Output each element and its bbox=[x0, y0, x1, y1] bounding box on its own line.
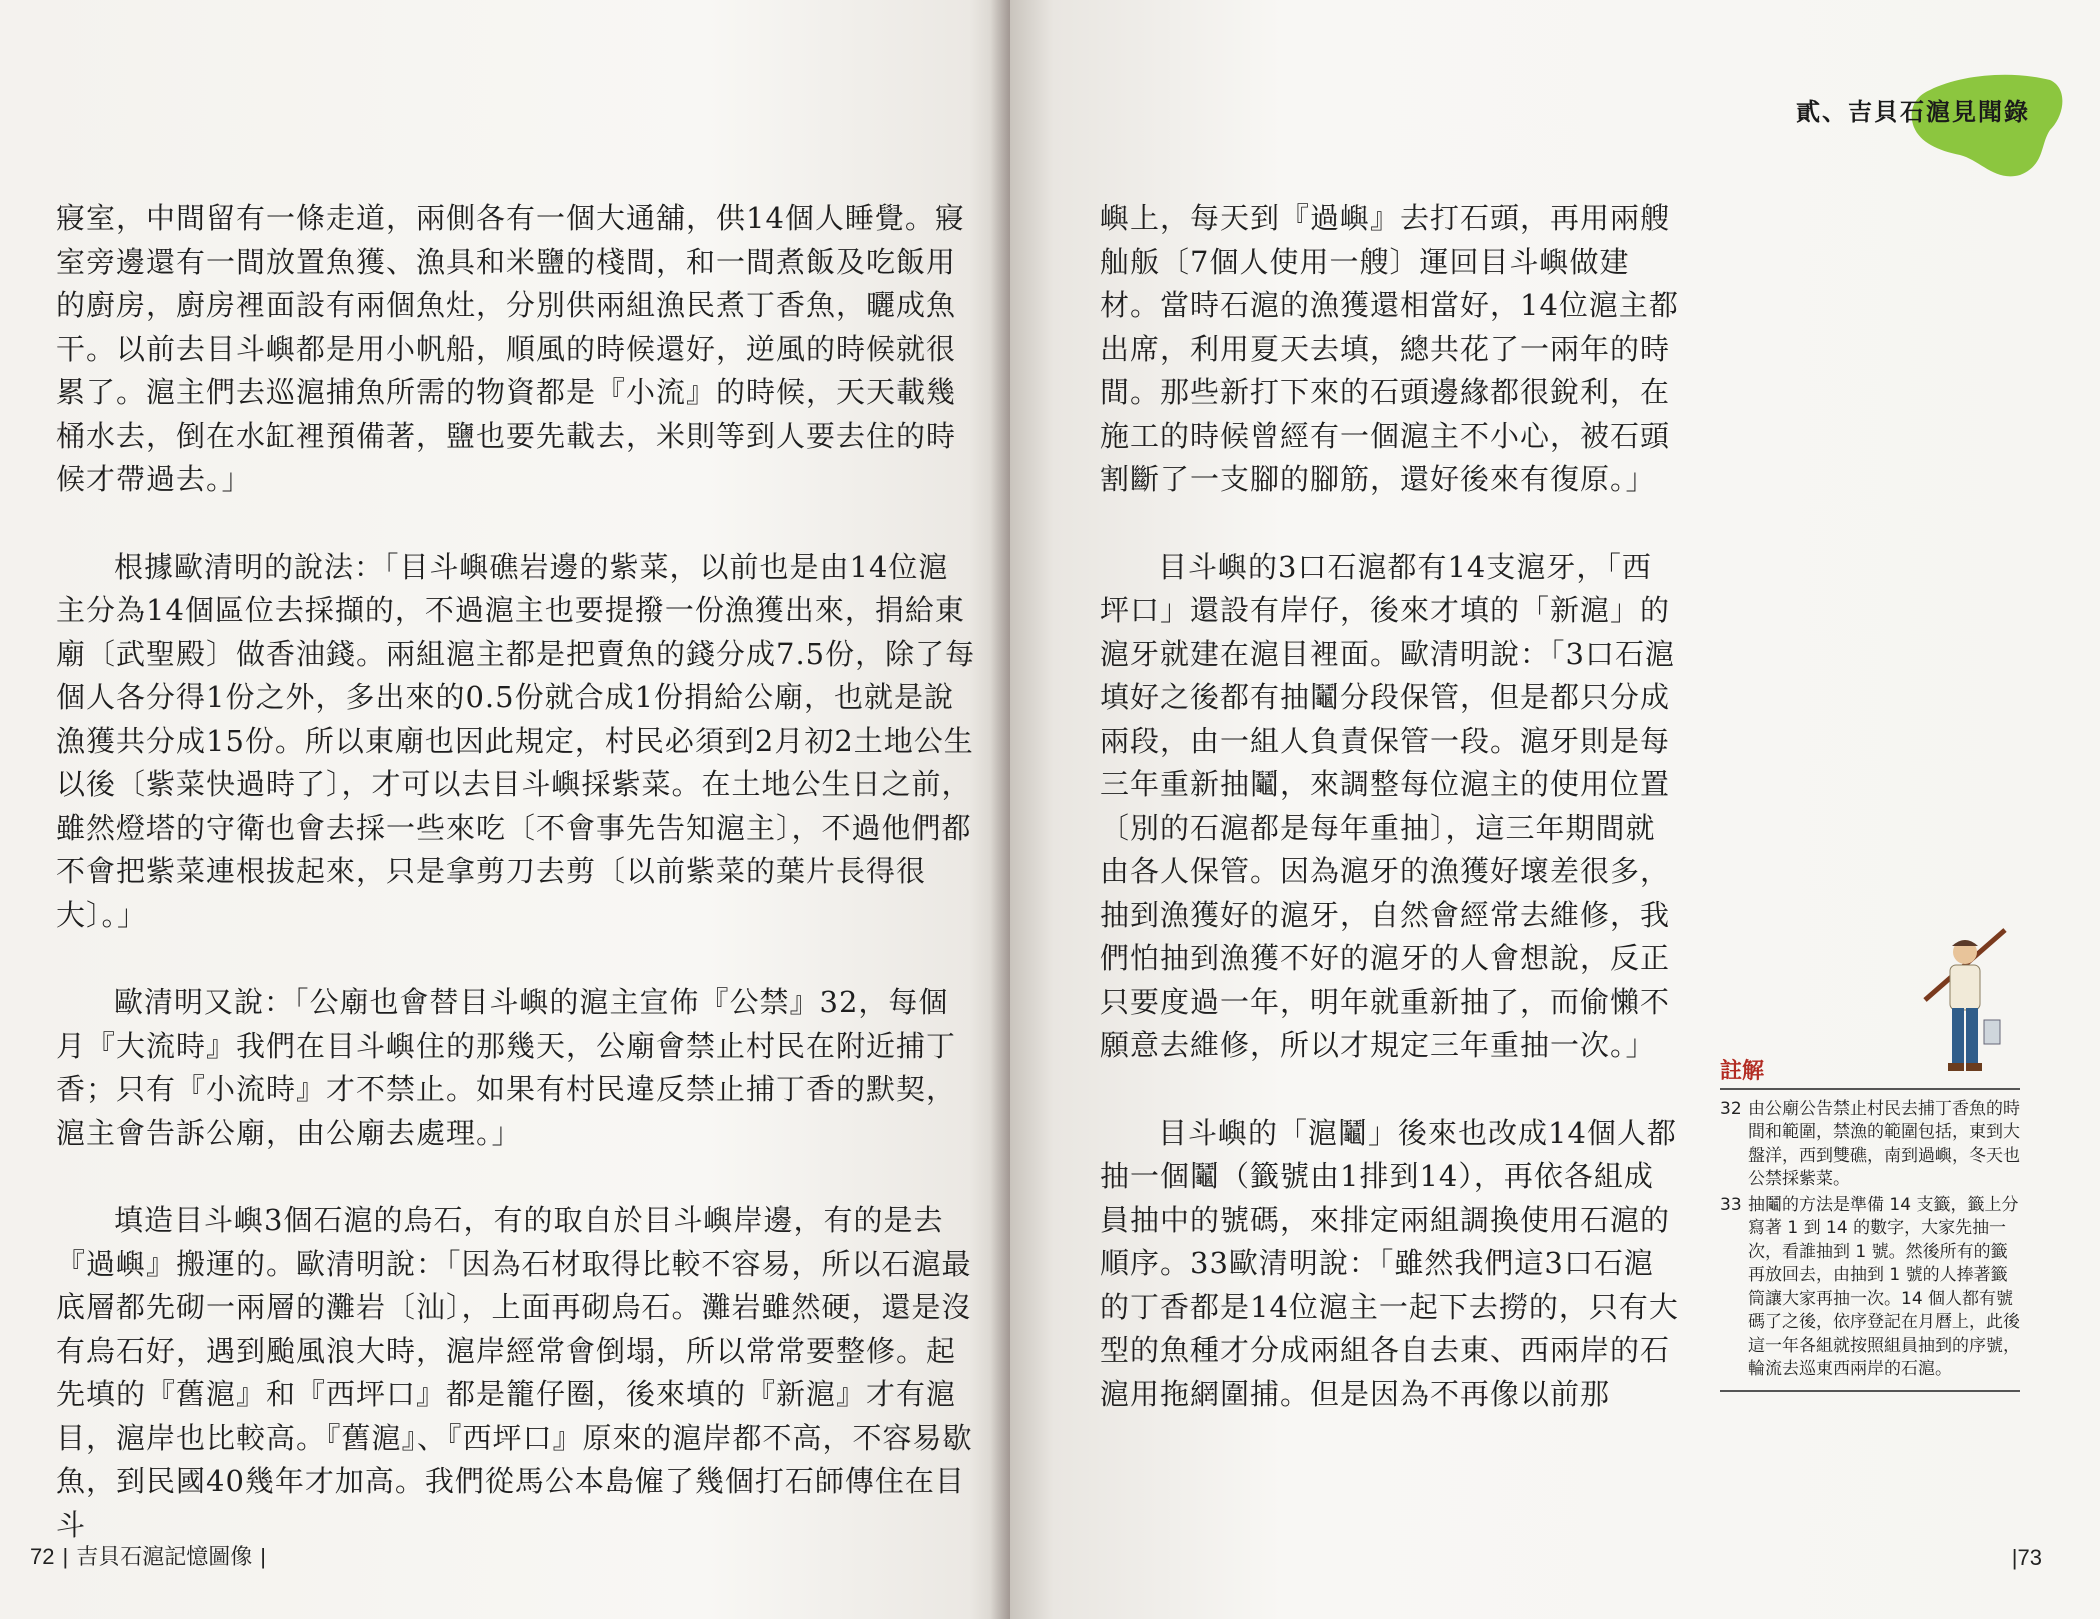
footnote-text: 由公廟公告禁止村民去捕丁香魚的時間和範圍，禁漁的範圍包括，東到大盤洋，西到雙礁，南到過嶼，冬天也公禁採紫菜。 bbox=[1748, 1098, 2020, 1189]
right-page-number: 73 bbox=[2017, 1545, 2042, 1570]
footnote-text: 抽鬮的方法是準備 14 支籤，籤上分寫著 1 到 14 的數字，大家先抽一次，看誰抽到 1 號。然後所有的籤再放回去，由抽到 1 號的人捧著籤筒讓大家再抽一次。14 個人都有號碼了之後，依序登記在月曆上，此後這一年各組就按照組員抽到的序號，輪流去巡東西兩岸的石滬。 bbox=[1748, 1194, 2020, 1379]
left-paragraph-2: 根據歐清明的說法：「目斗嶼礁岩邊的紫菜，以前也是由14位滬主分為14個區位去採擷的，不過滬主也要提撥一份漁獲出來，捐給東廟〔武聖殿〕做香油錢。兩組滬主都是把賣魚的錢分成7.5份，除了每個人各分得1份之外，多出來的0.5份就合成1份捐給公廟，也就是說漁獲共分成15份。所以東廟也因此規定，村民必須到2月初2土地公生以後〔紫菜快過時了〕，才可以去目斗嶼採紫菜。在土地公生日之前，雖然燈塔的守衛也會去採一些來吃〔不會事先告知滬主〕，不過他們都不會把紫菜連根拔起來，只是拿剪刀去剪〔以前紫菜的葉片長得很大〕。」 bbox=[56, 549, 976, 932]
right-paragraph-1: 嶼上，每天到『過嶼』去打石頭，再用兩艘舢舨〔7個人使用一艘〕運回目斗嶼做建材。當時石滬的漁獲還相當好，14位滬主都出席，利用夏天去填，總共花了一兩年的時間。那些新打下來的石頭邊緣都很銳利，在施工的時候曾經有一個滬主不小心，被石頭割斷了一支腳的腳筋，還好後來有復原。」 bbox=[1100, 201, 1679, 496]
left-page-folio: 72 | 吉貝石滬記憶圖像 | bbox=[30, 1544, 266, 1569]
footnote-number: 33 bbox=[1720, 1194, 1742, 1215]
book-title: 吉貝石滬記憶圖像 bbox=[76, 1544, 253, 1569]
left-paragraph-4: 填造目斗嶼3個石滬的烏石，有的取自於目斗嶼岸邊，有的是去『過嶼』搬運的。歐清明說：「因為石材取得比較不容易，所以石滬最底層都先砌一兩層的灘岩〔汕〕，上面再砌烏石。灘岩雖然硬，還是沒有烏石好，遇到颱風浪大時，滬岸經常會倒塌，所以常常要整修。起先填的『舊滬』和『西坪口』都是籠仔圈，後來填的『新滬』才有滬目，滬岸也比較高。『舊滬』、『西坪口』原來的滬岸都不高，不容易歇魚，到民國40幾年才加高。我們從馬公本島僱了幾個打石師傳住在目斗 bbox=[56, 1203, 973, 1542]
right-page-body bbox=[1100, 197, 1680, 1416]
footnotes bbox=[1720, 1060, 2020, 1392]
footnotes-title: 註解 bbox=[1720, 1060, 2020, 1090]
footnote-item bbox=[1720, 1194, 2020, 1382]
left-paragraph-3: 歐清明又說：「公廟也會替目斗嶼的滬主宣佈『公禁』32，每個月『大流時』我們在目斗嶼住的那幾天，公廟會禁止村民在附近捕丁香；只有『小流時』才不禁止。如果有村民違反禁止捕丁香的默契，滬主會告訴公廟，由公廟去處理。」 bbox=[56, 985, 957, 1150]
left-page-number: 72 bbox=[30, 1544, 55, 1569]
left-page bbox=[0, 0, 1010, 1619]
footnotes-divider bbox=[1720, 1390, 2020, 1392]
right-paragraph-3: 目斗嶼的「滬鬮」後來也改成14個人都抽一個鬮（籤號由1排到14），再依各組成員抽中的號碼，來排定兩組調換使用石滬的順序。33歐清明說：「雖然我們這3口石滬的丁香都是14位滬主一起下去撈的，只有大型的魚種才分成兩組各自去東、西兩岸的石滬用拖網圍捕。但是因為不再像以前那 bbox=[1100, 1115, 1679, 1411]
chapter-title: 貳、吉貝石滬見聞錄 bbox=[1796, 97, 2030, 126]
left-paragraph-1: 寢室，中間留有一條走道，兩側各有一個大通舖，供14個人睡覺。寢室旁邊還有一間放置魚獲、漁具和米鹽的棧間，和一間煮飯及吃飯用的廚房，廚房裡面設有兩個魚灶，分別供兩組漁民煮丁香魚，曬成魚干。以前去目斗嶼都是用小帆船，順風的時候還好，逆風的時候就很累了。滬主們去巡滬捕魚所需的物資都是『小流』的時候，天天載幾桶水去，倒在水缸裡預備著，鹽也要先載去，米則等到人要去住的時候才帶過去。」 bbox=[56, 201, 965, 496]
footnote-item bbox=[1720, 1098, 2020, 1192]
right-page-folio: |73 bbox=[2011, 1545, 2042, 1570]
left-page-body bbox=[56, 197, 976, 1547]
footnote-number: 32 bbox=[1720, 1098, 1742, 1119]
chapter-header bbox=[1796, 70, 2070, 180]
right-page bbox=[1010, 0, 2100, 1619]
right-paragraph-2: 目斗嶼的3口石滬都有14支滬牙，「西坪口」還設有岸仔，後來才填的「新滬」的滬牙就建在滬目裡面。歐清明說：「3口石滬填好之後都有抽鬮分段保管，但是都只分成兩段，由一組人負責保管一段。滬牙則是每三年重新抽鬮，來調整每位滬主的使用位置〔別的石滬都是每年重抽〕，這三年期間就由各人保管。因為滬牙的漁獲好壞差很多，抽到漁獲好的滬牙，自然會經常去維修，我們怕抽到漁獲不好的滬牙的人會想說，反正只要度過一年，明年就重新抽了，而偷懶不願意去維修，所以才規定三年重抽一次。」 bbox=[1100, 549, 1675, 1062]
